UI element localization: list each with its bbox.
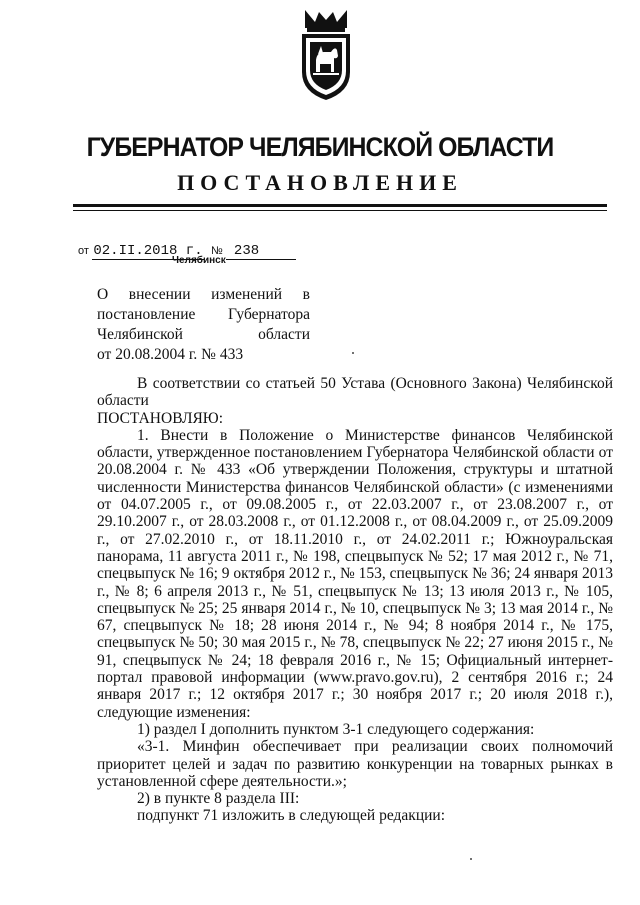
subitem-2-text: 2) в пункте 8 раздела III: bbox=[137, 790, 300, 808]
document-date: 02.II.2018 г. bbox=[93, 243, 203, 259]
quoted-clause: «3-1. Минфин обеспечивает при реализации своих полномочий приоритет целей и задач по развитию конкуренции на товарных рынках в установленной сфере деятельности.»; bbox=[97, 738, 613, 790]
scan-speck bbox=[470, 858, 472, 860]
subject-line: постановление Губернатора bbox=[97, 306, 310, 323]
document-subtitle: ПОСТАНОВЛЕНИЕ bbox=[177, 170, 463, 195]
header-rule-thin bbox=[73, 210, 607, 211]
subject-line: от 20.08.2004 г. № 433 bbox=[97, 346, 244, 363]
subject-line: О внесении изменений в bbox=[97, 286, 310, 303]
header-rule-thick bbox=[73, 204, 607, 207]
coat-of-arms-emblem bbox=[297, 6, 355, 102]
document-number: 238 bbox=[233, 243, 260, 259]
subitem-3-text: подпункт 71 изложить в следующей редакции: bbox=[137, 807, 446, 825]
intro-paragraph bbox=[97, 375, 613, 825]
subject-line: Челябинской области bbox=[97, 326, 310, 343]
subitem-1-text: 1) раздел I дополнить пунктом 3-1 следующего содержания: bbox=[137, 720, 535, 738]
item-1-text: 1. Внести в Положение о Министерстве финансов Челябинской области, утвержденное постановлением Губернатора Челябинской области от 20.08.2004 г. № 433 «Об утверждении Положения, структуры и штатной численности Министерства финансов Челябинской области» (с изменениями от 04.07.2005 г., от 09.08.2005 г., от 22.03.2007 г., от 23.08.2007 г., от 29.10.2007 г., от 28.03.2008 г., от 01.12.2008 г., от 08.04.2009 г., от 25.09.2009 г., от 27.02.2010 г., от 18.11.2010 г., от 24.02.2011 г.; Южноуральская панорама, 11 августа 2011 г., № 198, спецвыпуск № 52; 17 мая 2012 г., № 71, спецвыпуск № 16; 9 октября 2012 г., № 153, спецвыпуск № 36; 24 января 2013 г., № 8; 6 апреля 2013 г., № 51, спецвыпуск № 13; 13 июля 2013 г., № 105, спецвыпуск № 25; 25 января 2014 г., № 10, спецвыпуск № 3; 13 мая 2014 г., № 67, спецвыпуск № 18; 28 июня 2014 г., № 94; 8 ноября 2014 г., № 175, спецвыпуск № 50; 30 мая 2015 г., № 78, спецвыпуск № 22; 27 июня 2015 г., № 91, спецвыпуск № 24; 18 февраля 2016 г., № 15; Официальный интернет-портал правовой информации (www.pravo.gov.ru), 2 сентября 2016 г.; 24 января 2017 г.; 12 октября 2017 г.; 30 ноября 2017 г.; 20 июля 2018 г.), следующие изменения: bbox=[97, 426, 613, 721]
date-prefix: от bbox=[78, 245, 89, 257]
document-title: ГУБЕРНАТОР ЧЕЛЯБИНСКОЙ ОБЛАСТИ bbox=[86, 132, 554, 162]
scan-speck bbox=[352, 352, 354, 354]
document-city: Челябинск bbox=[172, 255, 226, 266]
intro-text: В соответствии со статьей 50 Устава (Основного Закона) Челябинской области bbox=[97, 375, 613, 410]
document-subject bbox=[97, 285, 310, 365]
resolve-heading: ПОСТАНОВЛЯЮ: bbox=[97, 409, 224, 427]
number-prefix: № bbox=[211, 245, 223, 257]
